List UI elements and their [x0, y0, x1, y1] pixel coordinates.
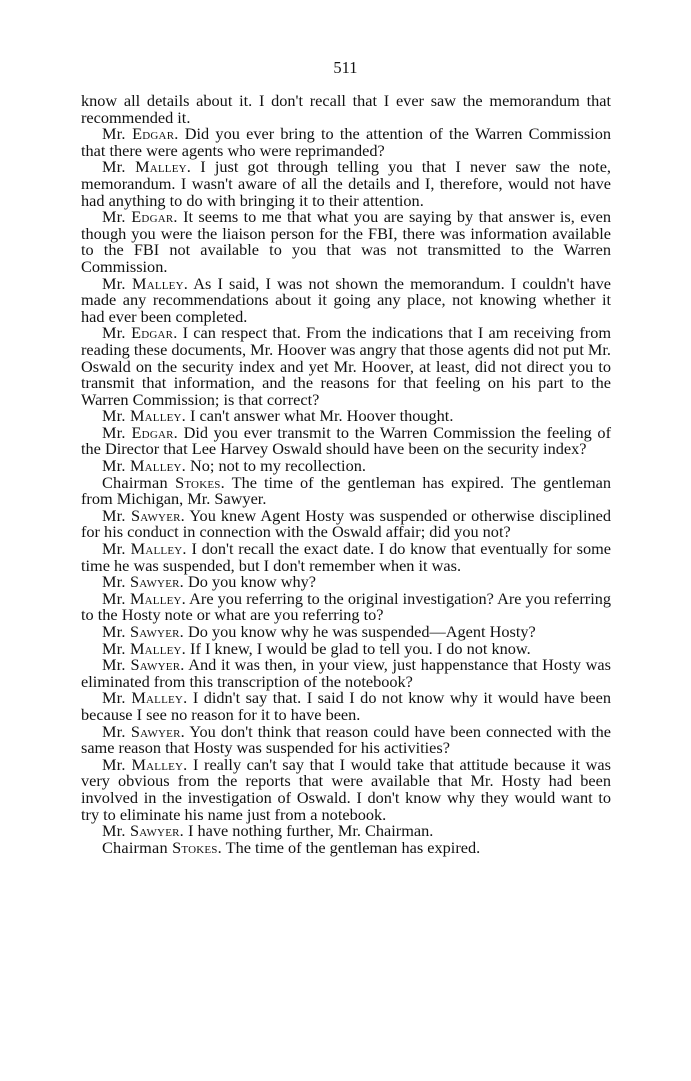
paragraph-text: know all details about it. I don't recall that I ever saw the memorandum that recommended it. — [81, 91, 611, 127]
speaker-title: Mr. — [102, 721, 126, 741]
speaker-name: Sawyer. — [129, 622, 184, 641]
transcript-paragraph — [81, 754, 611, 824]
paragraph-text: I have nothing further, Mr. Chairman. — [188, 821, 434, 841]
speaker-title: Mr. — [102, 622, 126, 641]
paragraph-text: I don't recall the exact date. I do know that eventually for some time he was suspended, but I don't remember when it was. — [81, 539, 611, 575]
transcript-paragraph — [81, 837, 611, 857]
speaker-title: Mr. — [102, 207, 126, 227]
speaker-name: Malley. — [129, 638, 186, 658]
transcript-paragraph — [81, 721, 611, 758]
speaker-title: Mr. — [102, 273, 126, 293]
speaker-name: Malley. — [131, 754, 188, 774]
speaker-title: Mr. — [102, 456, 126, 476]
speaker-title: Mr. — [102, 588, 126, 608]
speaker-title: Mr. — [102, 754, 126, 774]
speaker-title: Chairman — [102, 837, 168, 857]
speaker-name: Malley. — [135, 157, 192, 177]
paragraph-text: No; not to my recollection. — [190, 456, 366, 476]
speaker-name: Sawyer. — [130, 505, 185, 525]
speaker-title: Mr. — [102, 655, 126, 675]
speaker-title: Mr. — [102, 821, 126, 841]
paragraph-text: You knew Agent Hosty was suspended or otherwise disciplined for his conduct in connection with the Oswald affair; did you not? — [81, 505, 611, 542]
speaker-title: Mr. — [102, 157, 126, 177]
paragraph-text: I can respect that. From the indications that I am receiving from reading these documents, Mr. Hoover was angry that those agents did not put Mr. Oswald on the security index and yet Mr. Hoover, at least, did not direct you to transmit that information, and the reasons for that feeling on his part to the Warren Commission; is that correct? — [81, 323, 611, 409]
transcript-paragraph — [81, 209, 611, 275]
speaker-title: Mr. — [102, 638, 126, 658]
paragraph-text: The time of the gentleman has expired. The gentleman from Michigan, Mr. Sawyer. — [81, 472, 611, 509]
speaker-name: Sawyer. — [130, 655, 185, 675]
speaker-title: Mr. — [102, 422, 126, 442]
transcript-paragraph — [81, 422, 611, 459]
speaker-name: Stokes. — [172, 837, 222, 857]
paragraph-text: I really can't say that I would take that attitude because it was very obvious from the reports that were available that Mr. Hosty had been involved in the investigation of Oswald. I don't know why they would want to try to eliminate his name just from a notebook. — [81, 754, 611, 824]
paragraph-text: Do you know why he was suspended—Agent Hosty? — [188, 622, 536, 641]
transcript-paragraph — [81, 472, 611, 509]
transcript-paragraph — [81, 657, 611, 690]
transcript-paragraph — [81, 325, 611, 408]
speaker-title: Mr. — [102, 124, 126, 144]
speaker-label — [102, 838, 222, 857]
transcript-paragraph — [81, 690, 611, 723]
transcript-paragraph — [81, 588, 612, 625]
paragraph-text: Are you referring to the original investigation? Are you referring to the Hosty note or what are you referring to? — [81, 588, 612, 625]
speaker-name: Malley. — [129, 406, 186, 426]
speaker-name: Edgar. — [131, 422, 178, 442]
speaker-title: Mr. — [102, 406, 126, 426]
speaker-name: Malley. — [130, 539, 187, 559]
speaker-title: Mr. — [102, 688, 126, 708]
paragraph-text: Do you know why? — [188, 572, 316, 592]
paragraph-text: The time of the gentleman has expired. — [225, 837, 481, 857]
page-number: 511 — [333, 58, 358, 77]
speaker-name: Malley. — [129, 456, 186, 476]
speaker-title: Mr. — [102, 572, 126, 592]
transcript-paragraph — [81, 126, 611, 159]
paragraph-text: And it was then, in your view, just happenstance that Hosty was eliminated from this transcription of the notebook? — [81, 655, 611, 691]
speaker-title: Mr. — [102, 505, 126, 525]
transcript-paragraph — [81, 505, 611, 542]
paragraph-text: Did you ever bring to the attention of the Warren Commission that there were agents who were reprimanded? — [81, 124, 611, 160]
speaker-name: Edgar. — [131, 207, 178, 227]
speaker-name: Malley. — [129, 588, 186, 608]
transcript-paragraph — [81, 273, 611, 326]
speaker-title: Chairman — [102, 472, 168, 492]
paragraph-text: If I knew, I would be glad to tell you. I do not know. — [190, 638, 531, 658]
transcript-paragraph — [81, 541, 611, 574]
speaker-name: Edgar. — [131, 323, 178, 343]
speaker-title: Mr. — [102, 323, 126, 343]
paragraph-text: It seems to me that what you are saying by that answer is, even though you were the liaison person for the FBI, there was information available to the FBI not available to you that was not transmitted to the Warren Commission. — [81, 207, 611, 276]
speaker-name: Sawyer. — [130, 721, 185, 741]
transcript-paragraph — [81, 93, 611, 126]
speaker-title: Mr. — [102, 539, 126, 559]
speaker-name: Sawyer. — [129, 821, 184, 841]
speaker-name: Sawyer. — [129, 572, 184, 592]
paragraph-text: I just got through telling you that I never saw the note, memorandum. I wasn't aware of all the details and I, therefore, would not have had anything to do with bringing it to their attention. — [81, 157, 611, 210]
speaker-name: Malley. — [132, 273, 189, 293]
speaker-name: Malley. — [131, 688, 188, 708]
paragraph-text: I didn't say that. I said I do not know why it would have been because I see no reason for it to have been. — [81, 688, 611, 724]
transcript-paragraph — [81, 159, 611, 209]
speaker-name: Stokes. — [175, 472, 225, 492]
paragraph-text: I can't answer what Mr. Hoover thought. — [190, 406, 454, 426]
paragraph-text: Did you ever transmit to the Warren Commission the feeling of the Director that Lee Harvey Oswald should have been on the security index? — [81, 422, 611, 459]
speaker-name: Edgar. — [132, 124, 179, 144]
paragraph-text: As I said, I was not shown the memorandum. I couldn't have made any recommendations about it going any place, not knowing whether it had ever been completed. — [81, 273, 611, 326]
paragraph-text: You don't think that reason could have been connected with the same reason that Hosty was suspended for his activities? — [81, 721, 611, 758]
transcript-body — [81, 93, 611, 856]
